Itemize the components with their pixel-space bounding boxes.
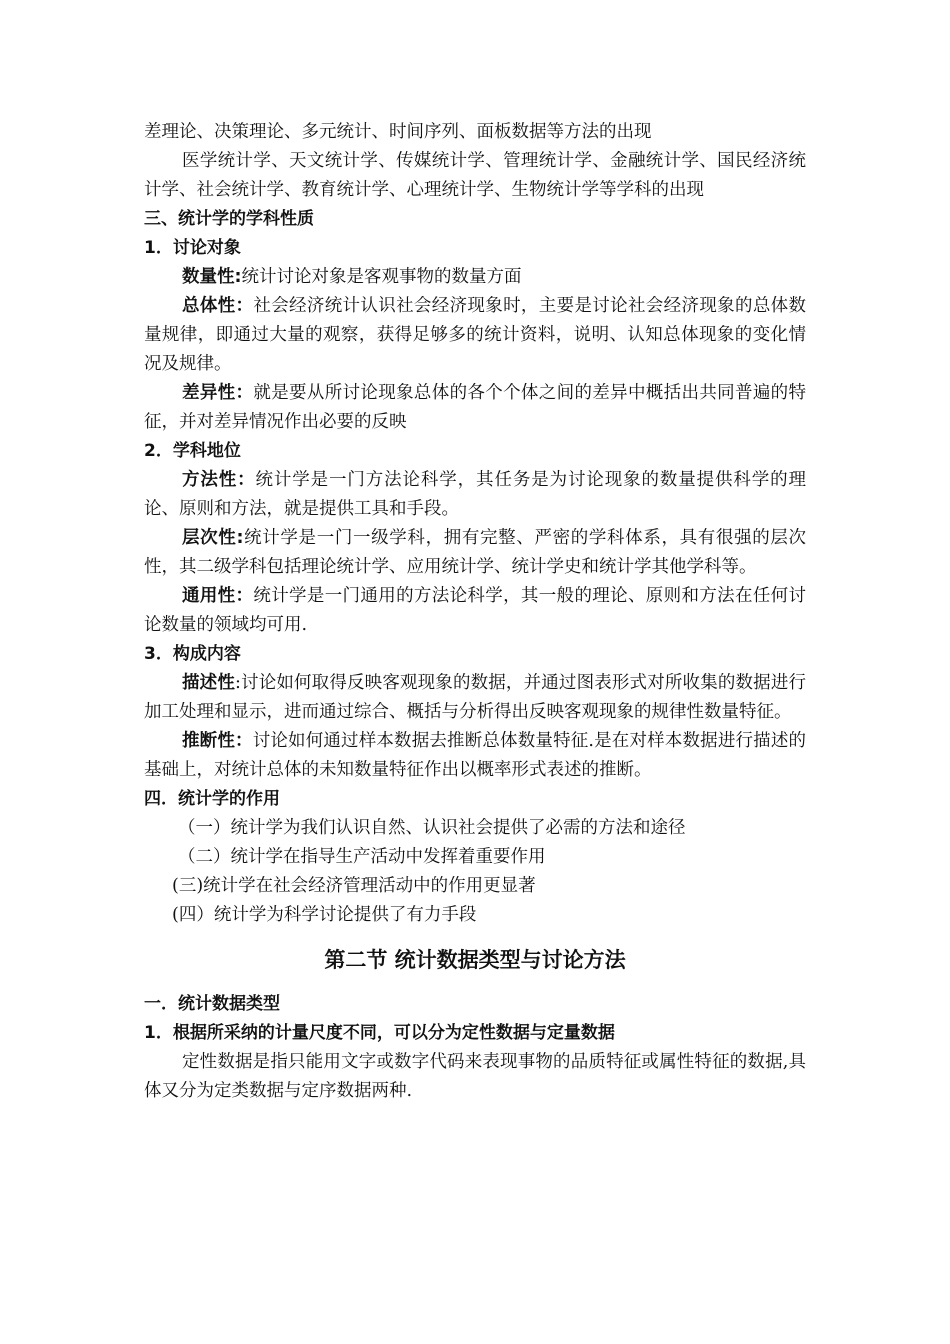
term-label: 通用性： xyxy=(182,586,254,606)
term-text: 社会经济统计认识社会经济现象时，主要是讨论社会经济现象的总体数量规律，即通过大量的观察，获得足够多的统计资料，说明、认知总体现象的变化情况及规律。 xyxy=(144,296,807,374)
item-methodology xyxy=(144,466,806,524)
heading-section-4: 四．统计学的作用 xyxy=(144,789,280,809)
term-label: 推断性： xyxy=(182,731,253,751)
item-quantity xyxy=(144,263,806,292)
term-label: 差异性： xyxy=(182,383,254,403)
term-label: 描述性 xyxy=(182,673,235,693)
item-hierarchy xyxy=(144,524,806,582)
list-item-role-4: (四）统计学为科学讨论提供了有力手段 xyxy=(172,905,477,925)
item-universality xyxy=(144,582,806,640)
item-inferential xyxy=(144,727,806,785)
list-item-role-1: （一）统计学为我们认识自然、认识社会提供了必需的方法和途径 xyxy=(178,818,686,838)
item-variability xyxy=(144,379,806,437)
heading-composition: 3．构成内容 xyxy=(144,644,241,664)
document-page xyxy=(144,118,806,1106)
section-title: 第二节 统计数据类型与讨论方法 xyxy=(324,948,626,972)
term-text: 统计学是一门通用的方法论科学，其一般的理论、原则和方法在任何讨论数量的领域均可用. xyxy=(144,586,807,635)
item-totality xyxy=(144,292,806,379)
list-item-role-2: （二）统计学在指导生产活动中发挥着重要作用 xyxy=(178,847,546,867)
item-descriptive xyxy=(144,669,806,727)
paragraph-qualitative-data: 定性数据是指只能用文字或数字代码来表现事物的品质特征或属性特征的数据,具体又分为定类数据与定序数据两种. xyxy=(144,1052,806,1101)
heading-section-3: 三、统计学的学科性质 xyxy=(144,209,314,229)
term-text: 讨论如何通过样本数据去推断总体数量特征.是在对样本数据进行描述的基础上，对统计总体的未知数量特征作出以概率形式表述的推断。 xyxy=(144,731,807,780)
term-text: 统计讨论对象是客观事物的数量方面 xyxy=(241,267,522,287)
term-label: 层次性: xyxy=(182,528,244,548)
term-text: 统计学是一门方法论科学，其任务是为讨论现象的数量提供科学的理论、原则和方法，就是提供工具和手段。 xyxy=(144,470,806,519)
heading-discipline-status: 2．学科地位 xyxy=(144,441,241,461)
heading-measurement-scale: 1．根据所采纳的计量尺度不同，可以分为定性数据与定量数据 xyxy=(144,1023,615,1043)
term-label: 总体性： xyxy=(182,296,254,316)
term-label: 数量性: xyxy=(182,267,242,287)
term-text: :讨论如何取得反映客观现象的数据，并通过图表形式对所收集的数据进行加工处理和显示，进而通过综合、概括与分析得出反映客观现象的规律性数量特征。 xyxy=(144,673,806,722)
paragraph-disciplines: 医学统计学、天文统计学、传媒统计学、管理统计学、金融统计学、国民经济统计学、社会统计学、教育统计学、心理统计学、生物统计学等学科的出现 xyxy=(144,151,806,200)
heading-research-object: 1．讨论对象 xyxy=(144,238,241,258)
list-item-role-3: (三)统计学在社会经济管理活动中的作用更显著 xyxy=(172,876,536,896)
term-text: 就是要从所讨论现象总体的各个个体之间的差异中概括出共同普遍的特征，并对差异情况作出必要的反映 xyxy=(144,383,807,432)
paragraph-continued: 差理论、决策理论、多元统计、时间序列、面板数据等方法的出现 xyxy=(144,122,652,142)
heading-data-types: 一．统计数据类型 xyxy=(144,994,280,1014)
term-text: 统计学是一门一级学科，拥有完整、严密的学科体系，具有很强的层次性，其二级学科包括理论统计学、应用统计学、统计学史和统计学其他学科等。 xyxy=(144,528,807,577)
term-label: 方法性： xyxy=(182,470,256,490)
